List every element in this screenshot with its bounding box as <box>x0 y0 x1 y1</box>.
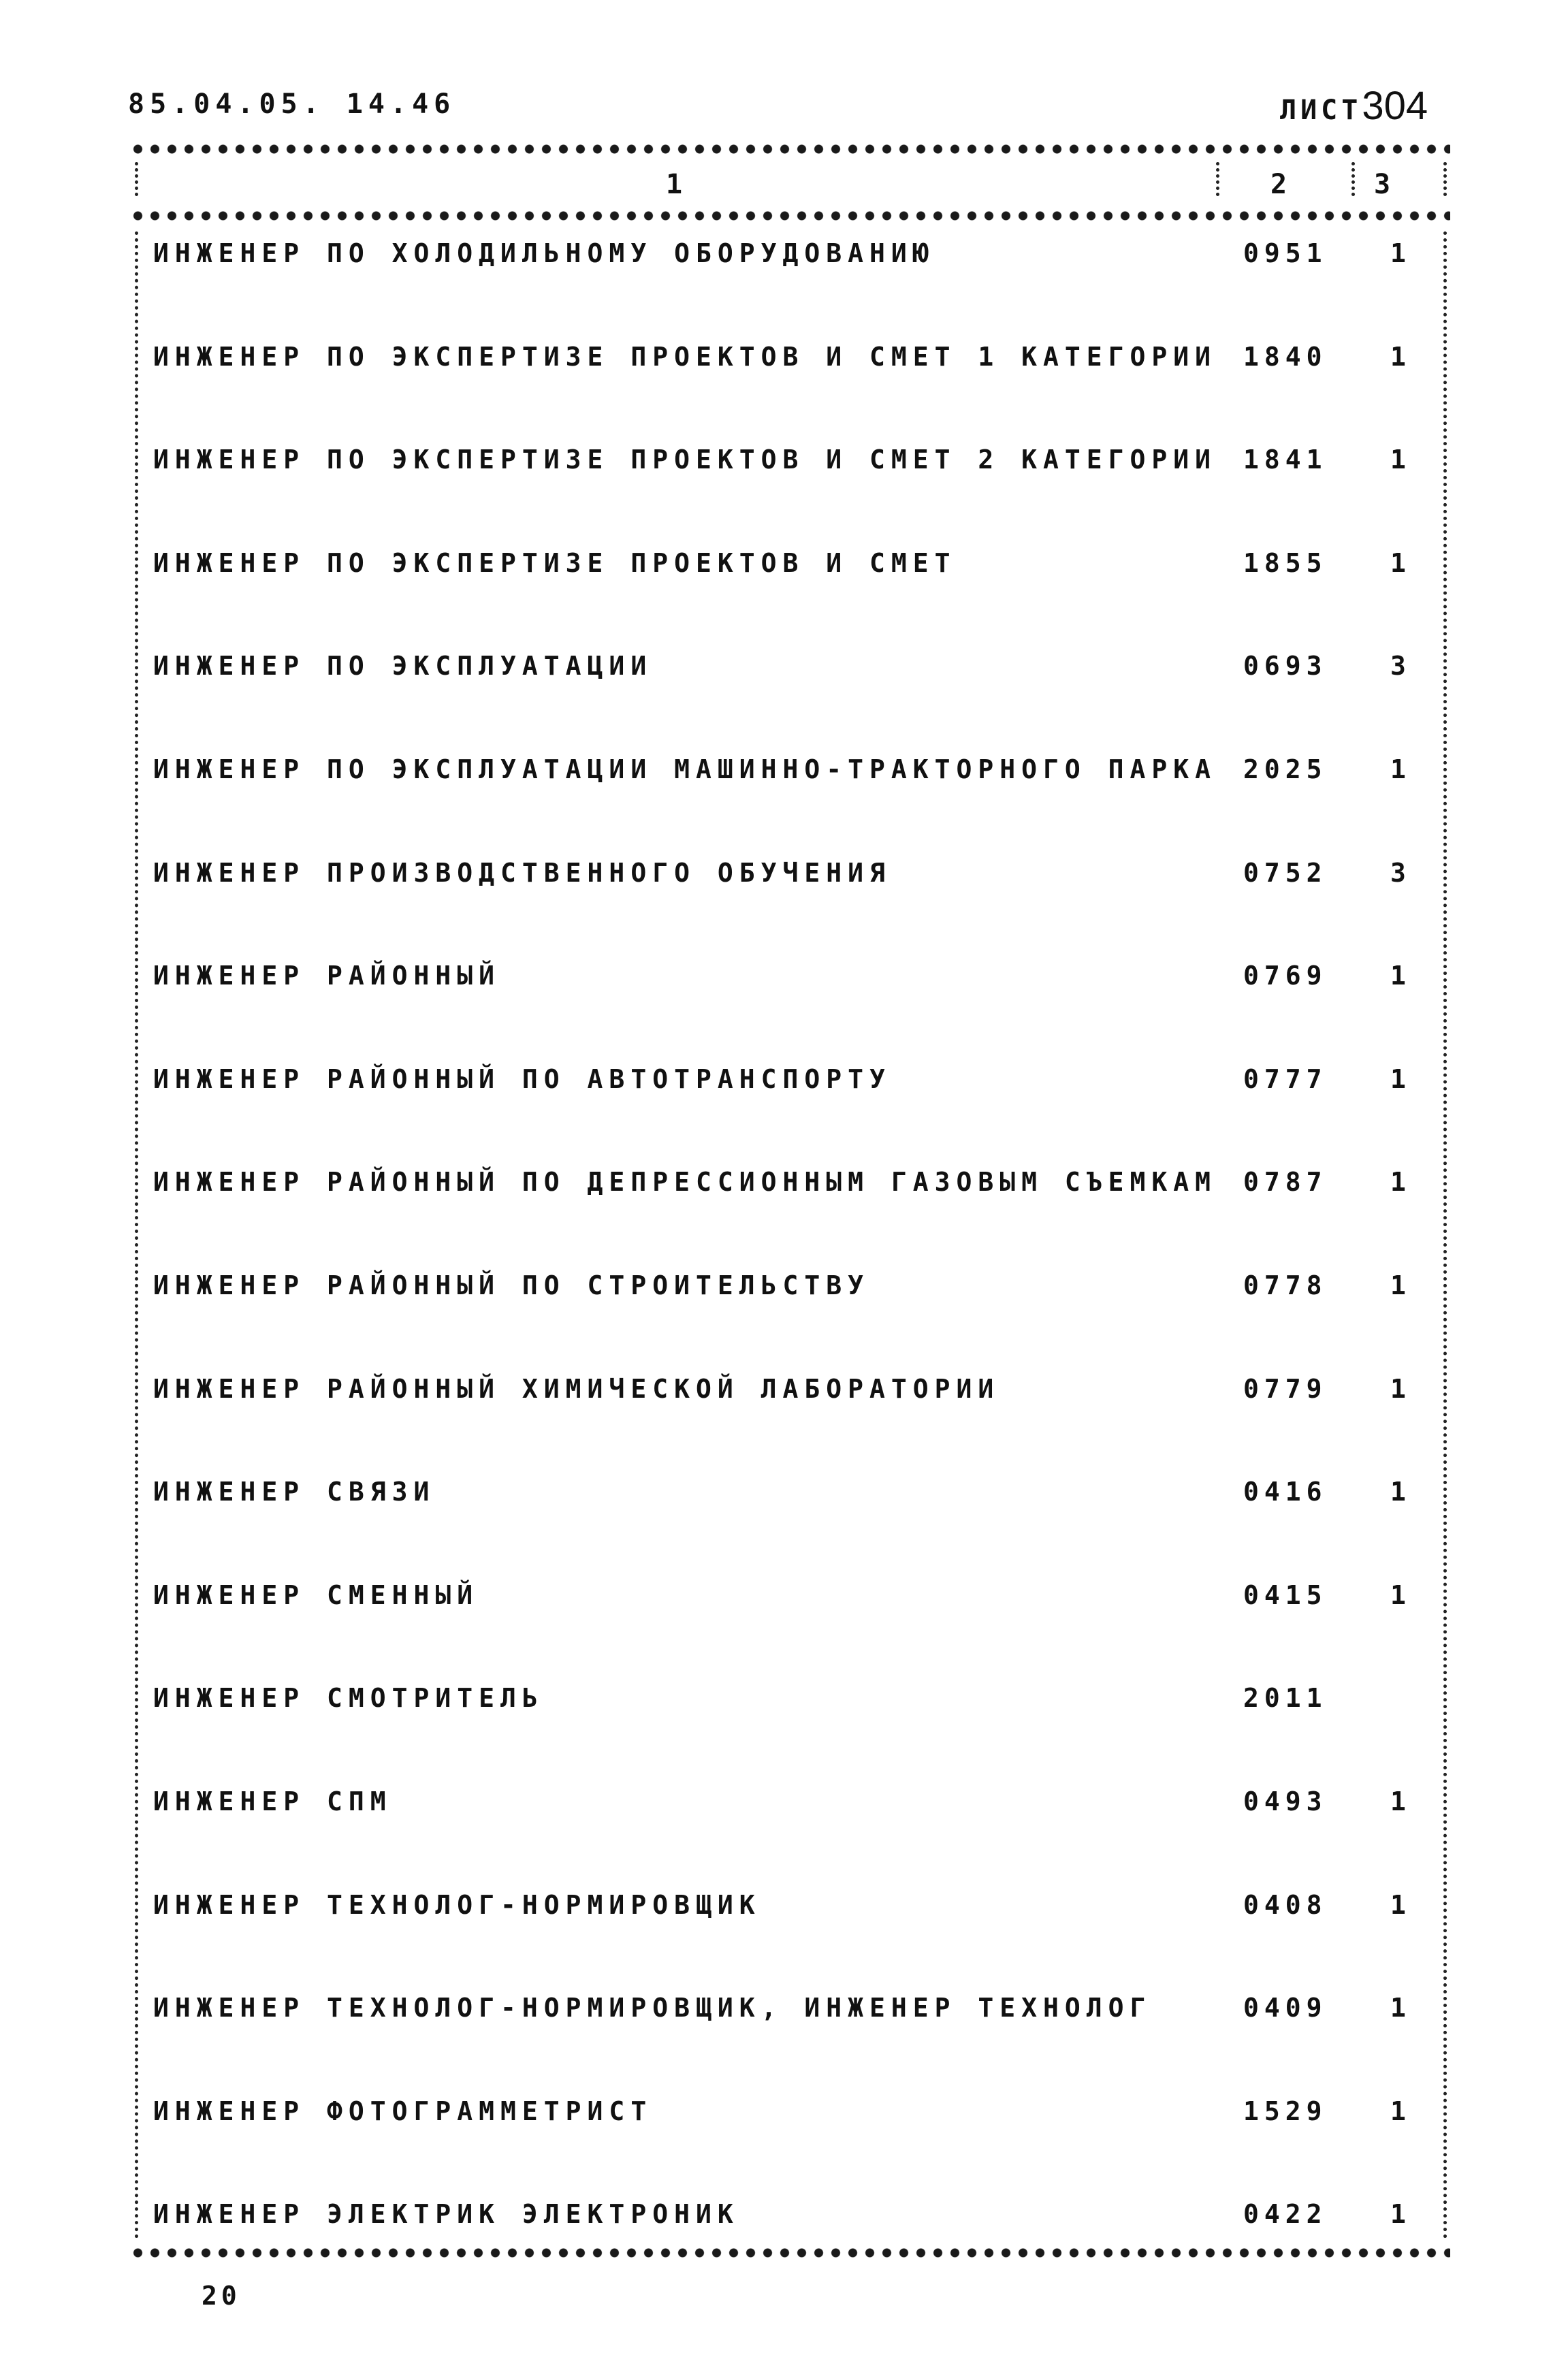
row-qty: 1 <box>1390 1993 1406 2023</box>
row-name: ИНЖЕНЕР ТЕХНОЛОГ-НОРМИРОВЩИК, ИНЖЕНЕР ТЕХНОЛОГ <box>153 1993 1152 2023</box>
row-qty: 1 <box>1390 2096 1406 2126</box>
row-name: ИНЖЕНЕР РАЙОННЫЙ ПО ДЕПРЕССИОННЫМ ГАЗОВЫМ СЪЕМКАМ <box>153 1167 1217 1197</box>
col2-separator <box>1216 162 1219 196</box>
table-row <box>0 1167 1568 1208</box>
top-border <box>129 142 1450 157</box>
table-row <box>0 1993 1568 2034</box>
row-code: 1840 <box>1243 342 1328 372</box>
table-row <box>0 1580 1568 1621</box>
row-code: 0409 <box>1243 1993 1328 2023</box>
row-code: 0769 <box>1243 961 1328 991</box>
table-row <box>0 1683 1568 1724</box>
row-qty: 1 <box>1390 445 1406 475</box>
row-name: ИНЖЕНЕР СМЕННЫЙ <box>153 1580 479 1610</box>
right-border <box>1443 231 1447 2240</box>
row-name: ИНЖЕНЕР СВЯЗИ <box>153 1477 436 1507</box>
row-qty: 1 <box>1390 238 1406 268</box>
row-name: ИНЖЕНЕР РАЙОННЫЙ ХИМИЧЕСКОЙ ЛАБОРАТОРИИ <box>153 1374 1000 1404</box>
row-name: ИНЖЕНЕР ПО ЭКСПЕРТИЗЕ ПРОЕКТОВ И СМЕТ 1 КАТЕГОРИИ <box>153 342 1217 372</box>
sheet-label: ЛИСТ <box>1280 95 1362 126</box>
row-code: 0422 <box>1243 2199 1328 2229</box>
row-qty: 3 <box>1390 651 1406 681</box>
header-border <box>129 208 1450 223</box>
row-qty: 1 <box>1390 2199 1406 2229</box>
row-qty: 1 <box>1390 1270 1406 1300</box>
bottom-border <box>129 2245 1450 2260</box>
row-name: ИНЖЕНЕР ПО ЭКСПЛУАТАЦИИ МАШИННО-ТРАКТОРНОГО ПАРКА <box>153 754 1217 784</box>
row-code: 1529 <box>1243 2096 1328 2126</box>
row-qty: 1 <box>1390 1064 1406 1094</box>
row-qty: 1 <box>1390 1786 1406 1816</box>
row-name: ИНЖЕНЕР ПО ЭКСПЛУАТАЦИИ <box>153 651 653 681</box>
row-code: 0415 <box>1243 1580 1328 1610</box>
row-code: 0693 <box>1243 651 1328 681</box>
table-row <box>0 1477 1568 1518</box>
table-row <box>0 445 1568 485</box>
row-code: 1855 <box>1243 548 1328 578</box>
row-name: ИНЖЕНЕР СМОТРИТЕЛЬ <box>153 1683 544 1713</box>
row-name: ИНЖЕНЕР ЭЛЕКТРИК ЭЛЕКТРОНИК <box>153 2199 739 2229</box>
table-row <box>0 1064 1568 1105</box>
table-row <box>0 238 1568 279</box>
row-name: ИНЖЕНЕР РАЙОННЫЙ <box>153 961 501 991</box>
table-row <box>0 1890 1568 1931</box>
row-code: 0752 <box>1243 858 1328 888</box>
row-name: ИНЖЕНЕР ТЕХНОЛОГ-НОРМИРОВЩИК <box>153 1890 761 1920</box>
row-code: 0779 <box>1243 1374 1328 1404</box>
col3-separator <box>1351 162 1355 196</box>
sheet-number-value: 304 <box>1362 84 1428 128</box>
row-qty: 1 <box>1390 1580 1406 1610</box>
row-qty: 1 <box>1390 1477 1406 1507</box>
row-name: ИНЖЕНЕР СПМ <box>153 1786 392 1816</box>
table-row <box>0 548 1568 589</box>
row-qty: 3 <box>1390 858 1406 888</box>
row-name: ИНЖЕНЕР ФОТОГРАММЕТРИСТ <box>153 2096 653 2126</box>
table-row <box>0 754 1568 795</box>
table-row <box>0 961 1568 1001</box>
table-row <box>0 1786 1568 1827</box>
sheet-number <box>1280 83 1428 129</box>
row-name: ИНЖЕНЕР ПРОИЗВОДСТВЕННОГО ОБУЧЕНИЯ <box>153 858 891 888</box>
row-name: ИНЖЕНЕР ПО ХОЛОДИЛЬНОМУ ОБОРУДОВАНИЮ <box>153 238 935 268</box>
row-code: 0408 <box>1243 1890 1328 1920</box>
row-code: 0787 <box>1243 1167 1328 1197</box>
row-name: ИНЖЕНЕР РАЙОННЫЙ ПО АВТОТРАНСПОРТУ <box>153 1064 891 1094</box>
table-row <box>0 342 1568 383</box>
row-name: ИНЖЕНЕР ПО ЭКСПЕРТИЗЕ ПРОЕКТОВ И СМЕТ 2 КАТЕГОРИИ <box>153 445 1217 475</box>
row-qty: 1 <box>1390 754 1406 784</box>
table-row <box>0 651 1568 692</box>
row-code: 1841 <box>1243 445 1328 475</box>
column-header-3: 3 <box>1374 169 1391 200</box>
row-code: 0951 <box>1243 238 1328 268</box>
row-code: 0493 <box>1243 1786 1328 1816</box>
table-row <box>0 2199 1568 2240</box>
row-name: ИНЖЕНЕР ПО ЭКСПЕРТИЗЕ ПРОЕКТОВ И СМЕТ <box>153 548 957 578</box>
row-qty: 1 <box>1390 961 1406 991</box>
table-row <box>0 1270 1568 1311</box>
row-code: 2025 <box>1243 754 1328 784</box>
row-qty: 1 <box>1390 1167 1406 1197</box>
row-code: 0778 <box>1243 1270 1328 1300</box>
row-qty: 1 <box>1390 548 1406 578</box>
right-border-header <box>1443 162 1447 196</box>
row-qty: 1 <box>1390 342 1406 372</box>
table-row <box>0 1374 1568 1415</box>
left-border-header <box>135 162 138 196</box>
column-header-1: 1 <box>666 169 683 200</box>
row-name: ИНЖЕНЕР РАЙОННЫЙ ПО СТРОИТЕЛЬСТВУ <box>153 1270 869 1300</box>
print-timestamp: 85.04.05. 14.46 <box>128 89 456 120</box>
row-code: 0777 <box>1243 1064 1328 1094</box>
row-code: 0416 <box>1243 1477 1328 1507</box>
row-qty: 1 <box>1390 1890 1406 1920</box>
column-header-2: 2 <box>1270 169 1287 200</box>
table-row <box>0 2096 1568 2137</box>
table-row <box>0 858 1568 899</box>
row-code: 2011 <box>1243 1683 1328 1713</box>
left-border <box>135 231 138 2240</box>
page-number: 20 <box>202 2281 241 2311</box>
row-qty: 1 <box>1390 1374 1406 1404</box>
